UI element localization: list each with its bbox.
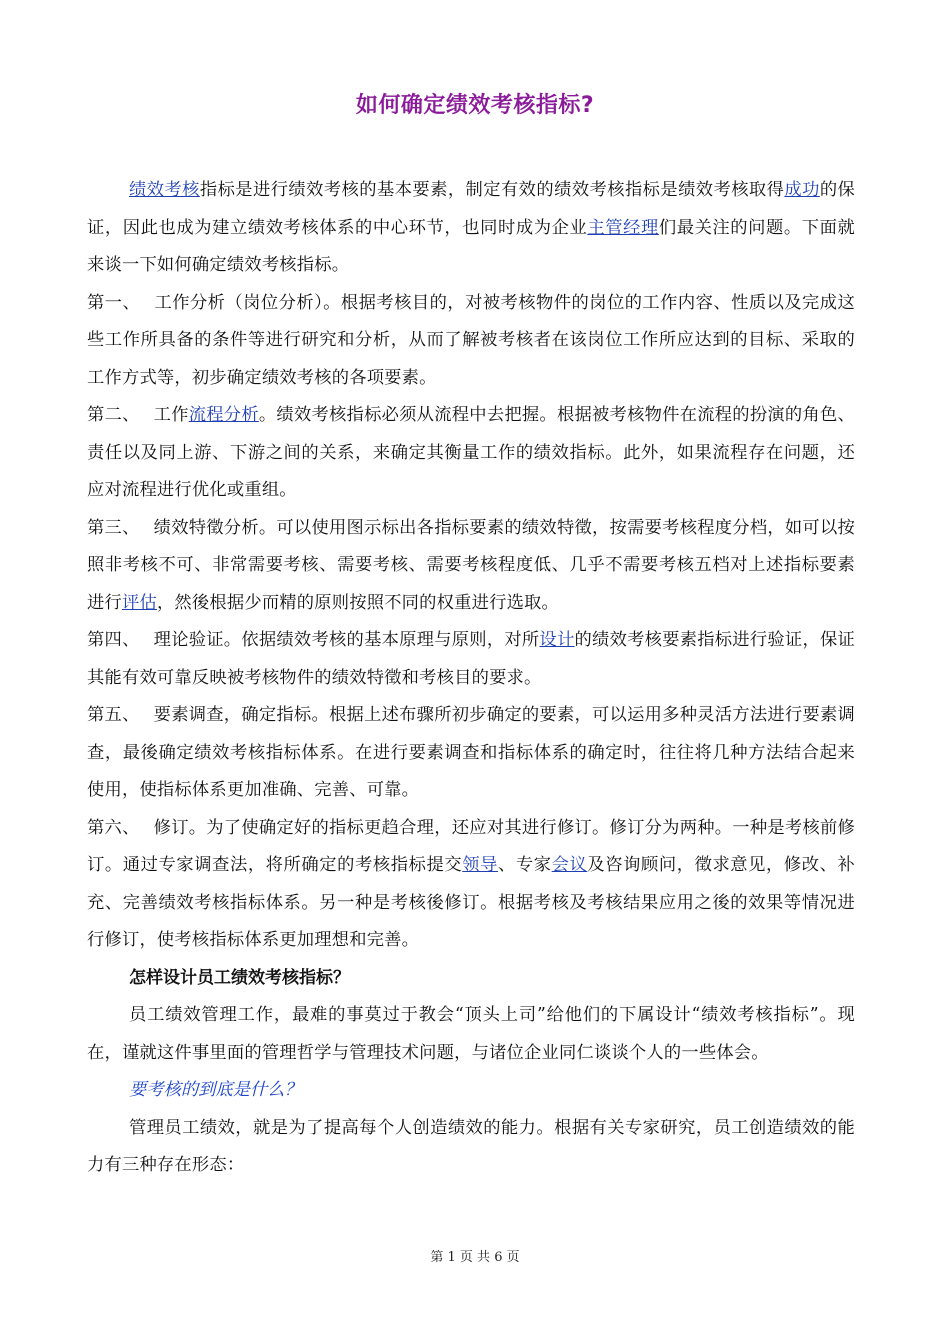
link-process-analysis[interactable]: 流程分析 — [188, 405, 259, 425]
page-footer: 第 1 页 共 6 页 — [430, 1250, 520, 1265]
link-success[interactable]: 成功 — [784, 180, 820, 200]
paragraph-2: 员工绩效管理工作，最难的事莫过于教会“顶头上司”给他们的下属设计“绩效考核指标”。现在，谨就这件事里面的管理哲学与管理技术问题，与诸位企业同仁谈谈个人的一些体会。 — [87, 1005, 855, 1063]
link-leadership[interactable]: 领导 — [462, 855, 498, 875]
link-manager[interactable]: 主管经理 — [587, 217, 659, 238]
intro-paragraph: 绩效考核指标是进行绩效考核的基本要素，制定有效的绩效考核指标是绩效考核取得成功的保证，因此也成为建立绩效考核体系的中心环节，也同时成为企业主管经理们最关注的问题。下面就来谈一下如何确定绩效考核指标。 — [87, 180, 856, 275]
subheading: 要考核的到底是什么？ — [129, 1080, 302, 1100]
link-meeting[interactable]: 会议 — [551, 855, 588, 875]
section-5: 第五、 要素调查，确定指标。根据上述布骤所初步确定的要素，可以运用多种灵活方法进行要素调查，最後确定绩效考核指标体系。在进行要素调查和指标体系的确定时，往往将几种方法结合起来使用，使指标体系更加准确、完善、可靠。 — [87, 705, 855, 800]
section-6: 第六、 修订。为了使确定好的指标更趋合理，还应对其进行修订。修订分为两种。一种是考核前修订。通过专家调查法，将所确定的考核指标提交领导、专家会议及咨询顾问，徵求意见，修改、补充、完善绩效考核指标体系。另一种是考核後修订。根据考核及考核结果应用之後的效果等情况进行修订，使考核指标体系更加理想和完善。 — [87, 817, 856, 950]
section-3: 第三、 绩效特徵分析。可以使用图示标出各指标要素的绩效特徵，按需要考核程度分档，如可以按照非考核不可、非常需要考核、需要考核、需要考核程度低、几乎不需要考核五档对上述指标要素进行评估，然後根据少而精的原则按照不同的权重进行选取。 — [87, 517, 855, 613]
link-design[interactable]: 设计 — [539, 630, 575, 650]
paragraph-3: 管理员工绩效，就是为了提高每个人创造绩效的能力。根据有关专家研究，员工创造绩效的能力有三种存在形态： — [87, 1117, 855, 1175]
document-title: 如何确定绩效考核指标? — [355, 93, 595, 118]
document-body — [87, 172, 855, 1185]
section-heading: 怎样设计员工绩效考核指标？ — [129, 967, 350, 988]
section-4: 第四、 理论验证。依据绩效考核的基本原理与原则，对所设计的绩效考核要素指标进行验证，保证其能有效可靠反映被考核物件的绩效特徵和考核目的要求。 — [87, 630, 855, 688]
section-2: 第二、 工作流程分析。绩效考核指标必须从流程中去把握。根据被考核物件在流程的扮演的角色、责任以及同上游、下游之间的关系，来确定其衡量工作的绩效指标。此外，如果流程存在问题，还应对流程进行优化或重组。 — [87, 405, 855, 500]
link-evaluation[interactable]: 评估 — [121, 592, 157, 613]
link-performance-appraisal[interactable]: 绩效考核 — [129, 180, 200, 200]
section-1: 第一、 工作分析（岗位分析）。根据考核目的，对被考核物件的岗位的工作内容、性质以及完成这些工作所具备的条件等进行研究和分析，从而了解被考核者在该岗位工作所应达到的目标、采取的工作方式等，初步确定绩效考核的各项要素。 — [87, 292, 855, 388]
